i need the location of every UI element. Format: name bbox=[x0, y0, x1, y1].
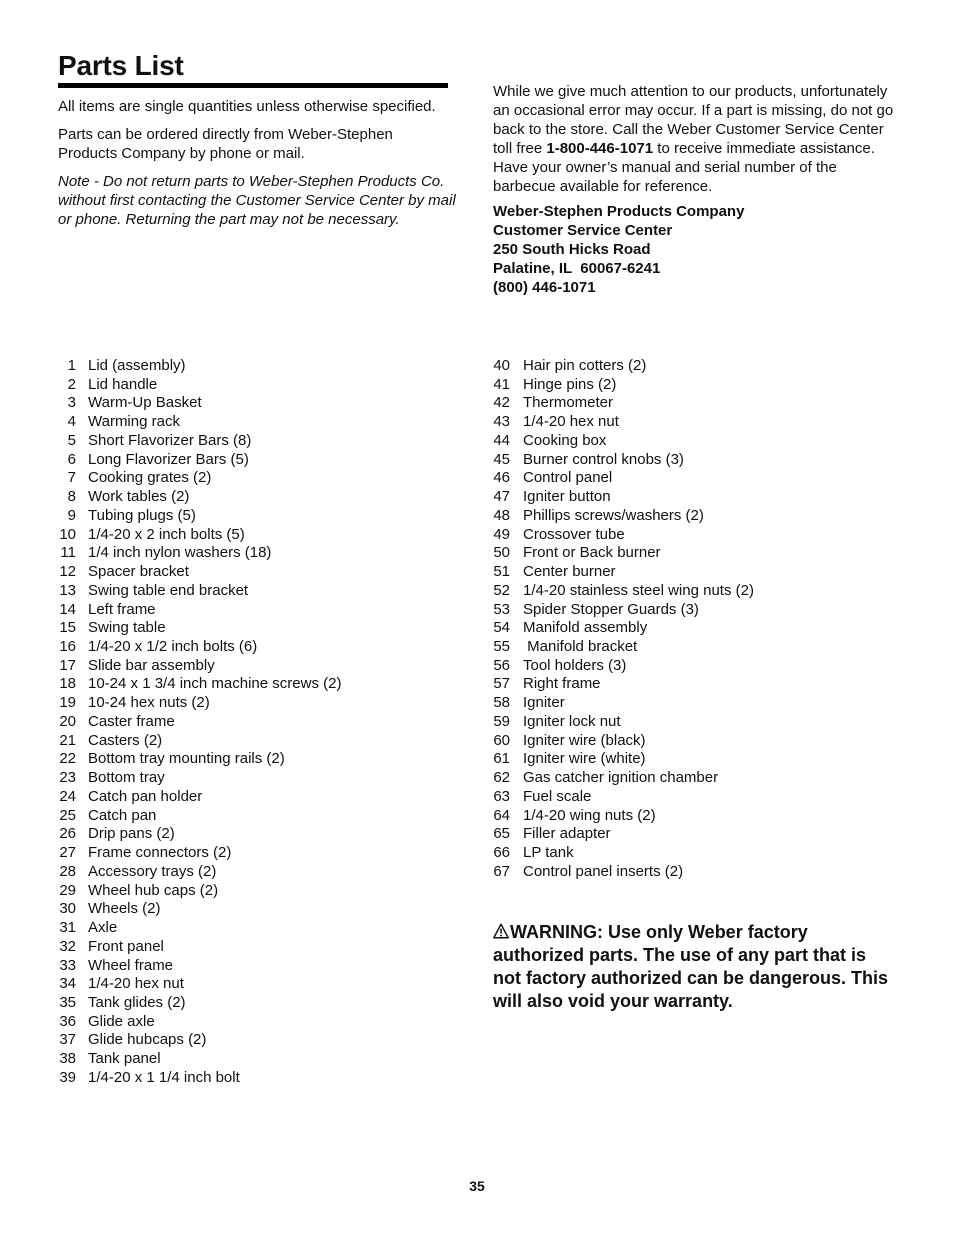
part-number: 27 bbox=[59, 844, 76, 862]
part-list-item bbox=[58, 469, 341, 488]
part-list-item bbox=[493, 807, 754, 826]
part-name: 1/4-20 hex nut bbox=[523, 413, 619, 431]
part-list-item bbox=[58, 657, 341, 676]
part-list-item bbox=[58, 1031, 341, 1050]
part-name: Wheels (2) bbox=[88, 900, 161, 918]
part-name: Catch pan holder bbox=[88, 787, 203, 805]
part-name: 10-24 hex nuts (2) bbox=[88, 694, 210, 712]
part-list-item bbox=[493, 601, 754, 620]
part-list-item bbox=[58, 563, 341, 582]
part-number: 40 bbox=[493, 357, 510, 374]
part-list-item bbox=[58, 975, 341, 994]
part-list-item bbox=[493, 657, 754, 676]
part-number: 49 bbox=[493, 525, 510, 543]
part-name: Tank panel bbox=[88, 1050, 161, 1068]
part-name: 1/4-20 x 1/2 inch bolts (6) bbox=[88, 638, 258, 656]
page-number: 35 bbox=[469, 1178, 485, 1194]
part-name: Frame connectors (2) bbox=[88, 844, 232, 862]
part-list-item bbox=[58, 582, 341, 601]
part-name: Tank glides (2) bbox=[88, 993, 186, 1011]
part-number: 38 bbox=[59, 1050, 76, 1068]
part-list-item bbox=[493, 413, 754, 432]
part-number: 42 bbox=[493, 394, 510, 412]
part-list-item bbox=[493, 694, 754, 713]
customer-service-paragraph bbox=[493, 82, 895, 196]
part-number: 18 bbox=[59, 675, 76, 693]
part-number: 1 bbox=[67, 357, 76, 374]
part-list-item bbox=[493, 619, 754, 638]
part-number: 51 bbox=[493, 563, 510, 581]
part-name: Long Flavorizer Bars (5) bbox=[88, 450, 249, 468]
part-list-item bbox=[58, 413, 341, 432]
part-name: Front or Back burner bbox=[523, 544, 661, 562]
part-name: Igniter wire (black) bbox=[523, 731, 646, 749]
part-list-item bbox=[58, 507, 341, 526]
company-address bbox=[493, 202, 903, 297]
part-number: 48 bbox=[493, 506, 510, 524]
part-number: 32 bbox=[59, 937, 76, 955]
part-number: 28 bbox=[59, 862, 76, 880]
part-name: 1/4-20 wing nuts (2) bbox=[523, 806, 656, 824]
part-list-item bbox=[493, 769, 754, 788]
part-name: Work tables (2) bbox=[88, 488, 190, 506]
part-name: Spider Stopper Guards (3) bbox=[523, 600, 699, 618]
part-list-item bbox=[58, 675, 341, 694]
part-name: Swing table end bracket bbox=[88, 581, 249, 599]
part-name: Center burner bbox=[523, 563, 616, 581]
part-name: Wheel hub caps (2) bbox=[88, 881, 219, 899]
part-list-item bbox=[493, 863, 754, 882]
part-number: 53 bbox=[493, 600, 510, 618]
part-name: Cooking grates (2) bbox=[88, 469, 212, 487]
part-name: Front panel bbox=[88, 937, 164, 955]
part-name: Bottom tray bbox=[88, 769, 165, 787]
intro-quantities-text: All items are single quantities unless otherwise specified. bbox=[58, 98, 436, 115]
part-list-item bbox=[493, 788, 754, 807]
part-list-item bbox=[58, 694, 341, 713]
part-list-item bbox=[493, 526, 754, 545]
part-list-item bbox=[493, 732, 754, 751]
part-name: Drip pans (2) bbox=[88, 825, 175, 843]
part-name: Manifold assembly bbox=[523, 619, 648, 637]
address-phone: (800) 446-1071 bbox=[493, 279, 596, 296]
part-list-item bbox=[493, 451, 754, 470]
part-name: LP tank bbox=[523, 844, 574, 862]
part-number: 2 bbox=[67, 375, 76, 393]
part-list-item bbox=[58, 807, 341, 826]
part-name: Short Flavorizer Bars (8) bbox=[88, 431, 252, 449]
part-list-item bbox=[493, 713, 754, 732]
part-number: 58 bbox=[493, 694, 510, 712]
part-list-item bbox=[58, 900, 341, 919]
part-number: 25 bbox=[59, 806, 76, 824]
part-number: 64 bbox=[493, 806, 510, 824]
part-number: 52 bbox=[493, 581, 510, 599]
part-list-item bbox=[493, 394, 754, 413]
part-name: Igniter button bbox=[523, 488, 611, 506]
part-list-item bbox=[58, 994, 341, 1013]
return-note: Note - Do not return parts to Weber-Stephen Products Co. without first contacting the Customer Service Center by mail or phone. Returning the part may not be necessary. bbox=[58, 173, 456, 228]
title-underline bbox=[58, 83, 448, 88]
part-number: 57 bbox=[493, 675, 510, 693]
part-list-item bbox=[58, 919, 341, 938]
part-list-item bbox=[58, 713, 341, 732]
part-number: 61 bbox=[493, 750, 510, 768]
part-list-item bbox=[493, 675, 754, 694]
part-number: 6 bbox=[67, 450, 76, 468]
part-list-item bbox=[58, 1069, 341, 1088]
part-number: 55 bbox=[493, 638, 510, 656]
part-list-item bbox=[58, 863, 341, 882]
part-name: 1/4-20 stainless steel wing nuts (2) bbox=[523, 581, 754, 599]
part-number: 4 bbox=[67, 413, 76, 431]
part-name: Lid handle bbox=[88, 375, 158, 393]
part-number: 66 bbox=[493, 844, 510, 862]
part-name: Igniter bbox=[523, 694, 565, 712]
part-number: 43 bbox=[493, 413, 510, 431]
part-name: Casters (2) bbox=[88, 731, 163, 749]
part-number: 29 bbox=[59, 881, 76, 899]
part-list-item bbox=[493, 750, 754, 769]
part-number: 26 bbox=[59, 825, 76, 843]
part-name: Lid (assembly) bbox=[88, 357, 186, 374]
part-list-item bbox=[58, 938, 341, 957]
part-list-item bbox=[493, 825, 754, 844]
part-name: Warm-Up Basket bbox=[88, 394, 202, 412]
part-name: 1/4-20 x 1 1/4 inch bolt bbox=[88, 1068, 240, 1086]
page-title: Parts List bbox=[58, 50, 184, 81]
part-list-item bbox=[58, 957, 341, 976]
part-list-item bbox=[58, 376, 341, 395]
part-list-item bbox=[58, 451, 341, 470]
part-number: 20 bbox=[59, 712, 76, 730]
part-name: Slide bar assembly bbox=[88, 656, 215, 674]
part-name: Accessory trays (2) bbox=[88, 862, 217, 880]
part-name: 1/4 inch nylon washers (18) bbox=[88, 544, 272, 562]
part-name: Crossover tube bbox=[523, 525, 625, 543]
toll-free-phone: 1-800-446-1071 bbox=[546, 140, 654, 157]
part-name: Cooking box bbox=[523, 431, 607, 449]
part-name: Tool holders (3) bbox=[523, 656, 627, 674]
part-name: Tubing plugs (5) bbox=[88, 506, 196, 524]
parts-list-right bbox=[493, 357, 754, 882]
part-number: 31 bbox=[59, 919, 76, 937]
part-number: 7 bbox=[67, 469, 76, 487]
part-list-item bbox=[58, 619, 341, 638]
part-number: 34 bbox=[59, 975, 76, 993]
parts-list-left bbox=[58, 357, 341, 1088]
intro-ordering-text: Parts can be ordered directly from Weber-Stephen Products Company by phone or mail. bbox=[58, 126, 393, 162]
part-number: 50 bbox=[493, 544, 510, 562]
warning-text: WARNING: Use only Weber factory authorized parts. The use of any part that is not factory authorized can be dangerous. This will also void your warranty. bbox=[493, 922, 889, 1011]
part-list-item bbox=[58, 769, 341, 788]
part-list-item bbox=[493, 507, 754, 526]
part-list-item bbox=[493, 544, 754, 563]
part-number: 16 bbox=[59, 638, 76, 656]
part-number: 37 bbox=[59, 1031, 76, 1049]
part-name: Igniter wire (white) bbox=[523, 750, 646, 768]
part-name: Igniter lock nut bbox=[523, 712, 621, 730]
part-number: 12 bbox=[59, 563, 76, 581]
part-number: 62 bbox=[493, 769, 510, 787]
part-list-item bbox=[58, 638, 341, 657]
address-center: Customer Service Center bbox=[493, 222, 673, 239]
part-number: 46 bbox=[493, 469, 510, 487]
part-list-item bbox=[493, 582, 754, 601]
part-list-item bbox=[58, 732, 341, 751]
part-number: 59 bbox=[493, 712, 510, 730]
part-number: 17 bbox=[59, 656, 76, 674]
address-street: 250 South Hicks Road bbox=[493, 241, 651, 258]
part-list-item bbox=[58, 1050, 341, 1069]
part-list-item bbox=[58, 357, 341, 376]
part-number: 44 bbox=[493, 431, 510, 449]
part-name: Phillips screws/washers (2) bbox=[523, 506, 704, 524]
part-list-item bbox=[493, 357, 754, 376]
part-number: 14 bbox=[59, 600, 76, 618]
part-name: 1/4-20 x 2 inch bolts (5) bbox=[88, 525, 245, 543]
part-number: 24 bbox=[59, 787, 76, 805]
part-number: 11 bbox=[60, 544, 76, 562]
part-name: Spacer bracket bbox=[88, 563, 189, 581]
part-number: 22 bbox=[59, 750, 76, 768]
part-name: Glide axle bbox=[88, 1012, 155, 1030]
part-name: Caster frame bbox=[88, 712, 175, 730]
customer-service-text-before: While we give much attention to our products, unfortunately an occasional error may occur. If a part is missing, do not go back to the store. Call the Weber Customer Service Center toll free bbox=[493, 83, 894, 157]
part-number: 10 bbox=[59, 525, 76, 543]
part-number: 45 bbox=[493, 450, 510, 468]
part-number: 33 bbox=[59, 956, 76, 974]
customer-service-text-after: to receive immediate assistance. Have your owner’s manual and serial number of the barbecue available for reference. bbox=[493, 140, 875, 195]
part-name: 10-24 x 1 3/4 inch machine screws (2) bbox=[88, 675, 342, 693]
address-company: Weber-Stephen Products Company bbox=[493, 203, 745, 220]
part-number: 23 bbox=[59, 769, 76, 787]
part-list-item bbox=[493, 432, 754, 451]
part-name: Hair pin cotters (2) bbox=[523, 357, 647, 374]
part-name: Hinge pins (2) bbox=[523, 375, 617, 393]
part-number: 9 bbox=[67, 506, 76, 524]
part-list-item bbox=[58, 526, 341, 545]
part-list-item bbox=[58, 825, 341, 844]
part-name: Wheel frame bbox=[88, 956, 174, 974]
part-number: 15 bbox=[59, 619, 76, 637]
part-name: Thermometer bbox=[523, 394, 614, 412]
part-name: Warming rack bbox=[88, 413, 180, 431]
part-name: 1/4-20 hex nut bbox=[88, 975, 184, 993]
part-number: 41 bbox=[493, 375, 510, 393]
warning-notice bbox=[493, 921, 893, 1013]
part-name: Control panel inserts (2) bbox=[523, 862, 684, 880]
part-number: 19 bbox=[59, 694, 76, 712]
part-number: 60 bbox=[493, 731, 510, 749]
part-list-item bbox=[58, 750, 341, 769]
part-number: 8 bbox=[67, 488, 76, 506]
part-number: 54 bbox=[493, 619, 510, 637]
part-name: Axle bbox=[88, 919, 118, 937]
part-list-item bbox=[58, 1013, 341, 1032]
part-list-item bbox=[493, 469, 754, 488]
part-number: 56 bbox=[493, 656, 510, 674]
warning-triangle-icon bbox=[493, 923, 509, 939]
part-name: Glide hubcaps (2) bbox=[88, 1031, 207, 1049]
part-list-item bbox=[58, 844, 341, 863]
address-city: Palatine, IL 60067-6241 bbox=[493, 260, 661, 277]
part-list-item bbox=[58, 788, 341, 807]
part-number: 67 bbox=[493, 862, 510, 880]
part-name: Fuel scale bbox=[523, 787, 592, 805]
part-list-item bbox=[493, 638, 754, 657]
part-name: Right frame bbox=[523, 675, 601, 693]
part-name: Left frame bbox=[88, 600, 156, 618]
part-name: Gas catcher ignition chamber bbox=[523, 769, 719, 787]
part-number: 47 bbox=[493, 488, 510, 506]
part-number: 21 bbox=[59, 731, 76, 749]
part-number: 36 bbox=[59, 1012, 76, 1030]
part-list-item bbox=[493, 488, 754, 507]
part-name: Filler adapter bbox=[523, 825, 611, 843]
part-number: 13 bbox=[59, 581, 76, 599]
part-number: 65 bbox=[493, 825, 510, 843]
part-name: Manifold bracket bbox=[523, 638, 638, 656]
part-list-item bbox=[58, 601, 341, 620]
part-name: Swing table bbox=[88, 619, 166, 637]
part-number: 35 bbox=[59, 993, 76, 1011]
part-list-item bbox=[58, 394, 341, 413]
part-list-item bbox=[58, 882, 341, 901]
part-name: Burner control knobs (3) bbox=[523, 450, 684, 468]
part-name: Catch pan bbox=[88, 806, 157, 824]
part-list-item bbox=[58, 544, 341, 563]
part-number: 3 bbox=[67, 394, 76, 412]
part-name: Bottom tray mounting rails (2) bbox=[88, 750, 285, 768]
part-number: 5 bbox=[67, 431, 76, 449]
part-list-item bbox=[58, 488, 341, 507]
part-list-item bbox=[493, 563, 754, 582]
part-list-item bbox=[58, 432, 341, 451]
part-number: 39 bbox=[59, 1068, 76, 1086]
part-list-item bbox=[493, 376, 754, 395]
part-list-item bbox=[493, 844, 754, 863]
part-number: 30 bbox=[59, 900, 76, 918]
part-name: Control panel bbox=[523, 469, 613, 487]
part-number: 63 bbox=[493, 787, 510, 805]
